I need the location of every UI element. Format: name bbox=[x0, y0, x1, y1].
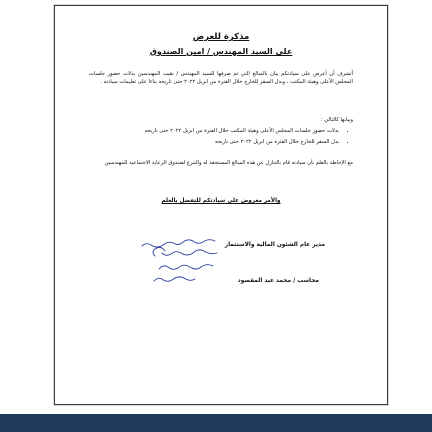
memo-paragraph-list-intro: وبيانها كالتالي : bbox=[320, 117, 353, 123]
memo-items-list bbox=[89, 128, 349, 149]
signature-title-finance: مدير عام الشئون المالية والاستثمار bbox=[224, 242, 325, 248]
memo-content bbox=[55, 6, 387, 404]
memo-title: مذكرة للعرض bbox=[192, 32, 250, 42]
bottom-bar bbox=[0, 414, 432, 432]
memo-item: • بدلات حضور جلسات المجلس الأعلى وهيئة المكتب خلال الفترة من ابريل ٢٠٢٢ حتى تاريخه bbox=[89, 128, 339, 136]
document-page bbox=[54, 5, 388, 405]
memo-closing: والأمر معروض على سيادتكم للتفضل بالعلم bbox=[161, 198, 281, 204]
memo-item: • بدل السفر للخارج خلال الفترة من ابريل ٢٠٢٢ حتى تاريخه bbox=[89, 139, 339, 147]
signature-accountant: محاسب / محمد عبد المقصود bbox=[237, 278, 319, 284]
memo-paragraph-intro: أتشرف أن أعرض على سيادتكم بيان بالمبالغ التي تم صرفها للسيد المهندس / نقيب المهندسين بدلات حضور جلسات المجلس الأعلى وهيئة المكتب ، وبدل السفر للخارج خلال الفترة من ابريل ٢٠٢٢ حتى تاريخه بناءا على تعليمات سيادته . bbox=[89, 71, 353, 85]
memo-addressee: على السيد المهندس / امين الصندوق bbox=[149, 47, 293, 56]
handwritten-annotation bbox=[95, 233, 235, 303]
memo-paragraph-note: مع الإحاطة بالعلم بأن سيادته قام بالتنازل عن هذه المبالغ المستحقة له والتبرع لصندوق الرعاية الاجتماعية للمهندسين bbox=[104, 160, 353, 166]
